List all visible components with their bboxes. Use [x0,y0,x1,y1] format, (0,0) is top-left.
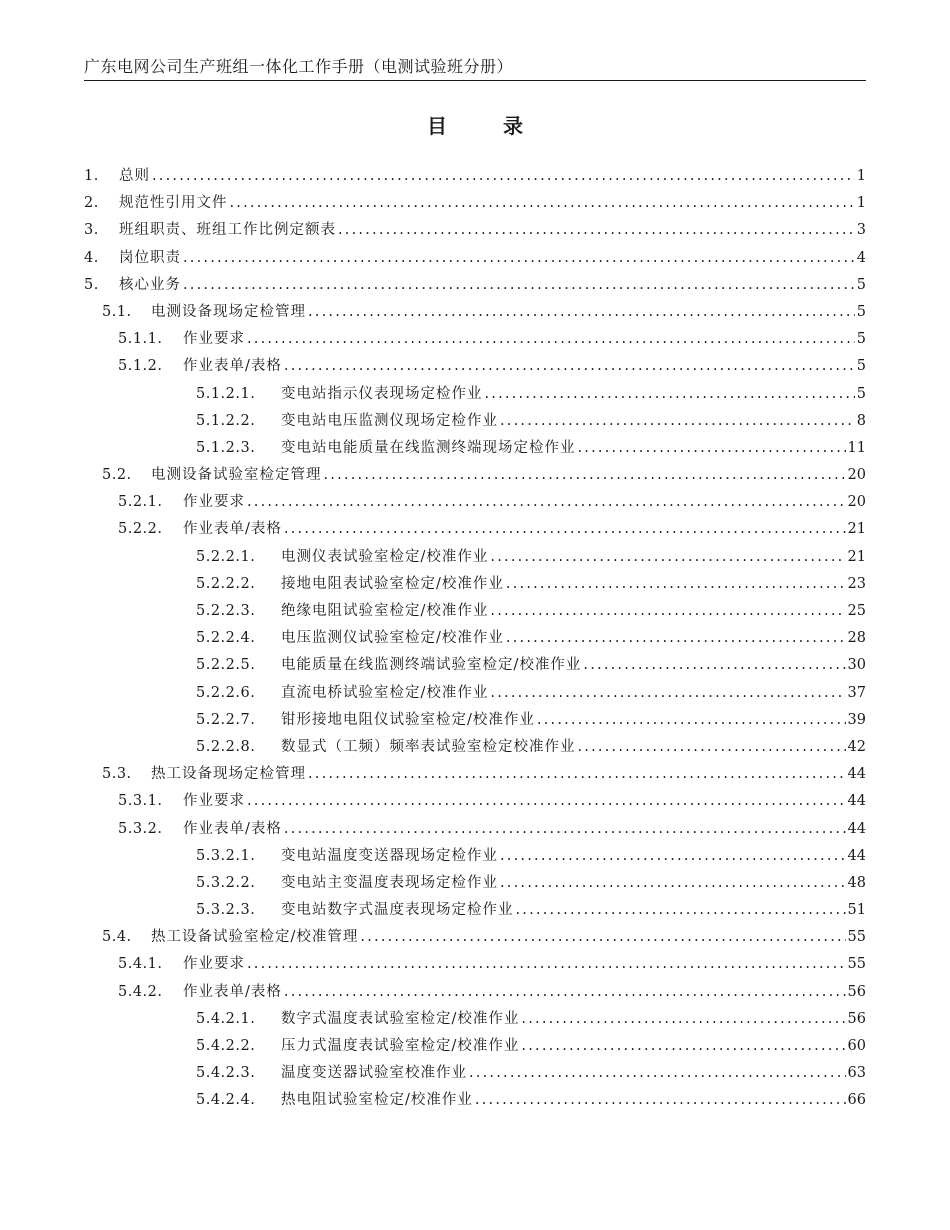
toc-dot-leader [360,924,845,951]
toc-entry-title: 总则 [119,168,150,184]
toc-entry[interactable] [84,951,866,978]
toc-entry-page: 56 [847,983,866,1000]
toc-entry-number: 5.2.2.7. [196,711,256,728]
toc-entry-number: 5.4.2.4. [196,1092,256,1109]
toc-entry-number: 5.3.2.1. [196,847,256,864]
toc-entry-number: 5.3. [102,766,132,783]
toc-dot-leader [183,272,855,299]
toc-entry-title: 作业表单/表格 [183,521,282,538]
toc-entry-page: 44 [847,847,866,864]
toc-dot-leader [247,951,846,978]
page-header: 广东电网公司生产班组一体化工作手册（电测试验班分册） [84,56,866,81]
toc-entry[interactable] [84,1060,866,1087]
toc-dot-leader [506,625,846,652]
toc-entry-page: 20 [847,494,866,511]
toc-dot-leader [308,761,846,788]
toc-entry[interactable] [84,353,866,380]
toc-entry-title: 变电站主变温度表现场定检作业 [281,874,498,891]
toc-entry[interactable] [84,816,866,843]
toc-entry-title: 作业要求 [183,793,245,810]
toc-entry-title: 规范性引用文件 [119,195,228,212]
toc-entry-title: 作业要求 [183,494,245,511]
toc-entry-page: 42 [847,738,866,755]
toc-entry[interactable] [84,788,866,815]
toc-dot-leader [500,408,855,435]
toc-entry-number: 5.3.2. [118,820,163,837]
toc-entry-title: 电测设备现场定检管理 [151,303,306,320]
toc-entry-number: 5. [84,276,99,293]
toc-entry-page: 63 [847,1065,866,1082]
toc-entry-page: 39 [847,711,866,728]
toc-entry-number: 5.3.2.3. [196,902,256,919]
toc-dot-leader [537,707,846,734]
toc-entry-number: 5.2.2.6. [196,684,256,701]
toc-dot-leader [506,571,846,598]
toc-dot-leader [521,1033,845,1060]
toc-entry-page: 5 [856,358,866,375]
toc-dot-leader [578,435,846,462]
toc-entry-title: 变电站电压监测仪现场定检作业 [281,412,498,429]
toc-entry[interactable] [84,870,866,897]
toc-entry-title: 作业表单/表格 [183,358,282,375]
toc-entry-number: 5.3.2.2. [196,874,256,891]
toc-entry-number: 5.2. [102,467,132,484]
toc-entry[interactable] [84,761,866,788]
toc-entry-title: 热工设备试验室检定/校准管理 [151,929,359,946]
toc-entry-number: 5.1.2.3. [196,439,256,456]
toc-entry[interactable] [84,544,866,571]
toc-entry[interactable] [84,435,866,462]
toc-dot-leader [152,163,855,190]
toc-entry-page: 56 [847,1010,866,1027]
toc-entry-title: 变电站数字式温度表现场定检作业 [281,902,514,919]
toc-entry[interactable] [84,190,866,217]
toc-entry-number: 5.2.2.3. [196,603,256,619]
toc-entry[interactable] [84,299,866,326]
toc-entry-number: 5.1.2.1. [196,385,256,402]
toc-entry-page: 44 [847,793,866,810]
toc-entry-title: 作业表单/表格 [183,983,282,1000]
toc-entry-number: 5.4.2.3. [196,1065,256,1082]
toc-dot-leader [469,1060,846,1087]
toc-dot-leader [308,299,855,326]
table-of-contents [84,163,866,1115]
toc-entry[interactable] [84,489,866,516]
toc-entry-number: 5.2.2.2. [196,575,256,592]
toc-entry-number: 5.4.2.1. [196,1010,256,1027]
toc-entry-page: 55 [847,956,866,973]
toc-entry-number: 5.2.2.1. [196,548,256,565]
toc-entry[interactable] [84,598,866,625]
toc-entry-number: 5.1.2. [118,358,163,375]
toc-entry-number: 5.1.2.2. [196,412,256,429]
toc-entry-title: 直流电桥试验室检定/校准作业 [281,684,489,701]
toc-entry-page: 21 [847,548,866,565]
toc-entry[interactable] [84,652,866,679]
toc-entry[interactable] [84,924,866,951]
toc-dot-leader [284,353,855,380]
toc-entry-number: 3. [84,222,99,239]
toc-entry-number: 5.2.1. [118,494,163,511]
toc-entry-page: 11 [847,439,866,456]
toc-entry-page: 1 [856,168,866,184]
toc-dot-leader [578,734,846,761]
toc-entry-page: 51 [847,902,866,919]
toc-entry-page: 66 [847,1092,866,1109]
toc-entry[interactable] [84,1033,866,1060]
toc-entry-page: 48 [847,874,866,891]
toc-entry[interactable] [84,245,866,272]
toc-dot-leader [247,489,846,516]
toc-entry-page: 28 [847,630,866,647]
toc-entry-number: 5.2.2.8. [196,738,256,755]
toc-dot-leader [500,870,846,897]
toc-entry-page: 23 [847,575,866,592]
toc-dot-leader [516,897,846,924]
toc-dot-leader [284,979,846,1006]
toc-dot-leader [324,462,846,489]
toc-entry-title: 数字式温度表试验室检定/校准作业 [281,1010,520,1027]
toc-entry-page: 5 [856,385,866,402]
toc-entry-title: 温度变送器试验室校准作业 [281,1065,467,1082]
toc-entry-title: 热电阻试验室检定/校准作业 [281,1092,473,1109]
toc-dot-leader [490,680,845,707]
toc-dot-leader [583,652,845,679]
toc-entry-title: 变电站指示仪表现场定检作业 [281,385,483,402]
toc-entry-number: 5.3.1. [118,793,163,810]
toc-entry[interactable] [84,1006,866,1033]
toc-dot-leader [247,788,846,815]
toc-entry-title: 核心业务 [119,276,181,293]
toc-dot-leader [183,245,855,272]
toc-entry[interactable] [84,408,866,435]
toc-entry-title: 作业要求 [183,956,245,973]
toc-entry-page: 44 [847,766,866,783]
toc-entry-title: 接地电阻表试验室检定/校准作业 [281,575,504,592]
toc-entry-page: 1 [856,195,866,212]
toc-entry-title: 电测仪表试验室检定/校准作业 [281,548,489,565]
toc-entry-page: 55 [847,929,866,946]
toc-entry[interactable] [84,843,866,870]
toc-entry-page: 5 [856,331,866,348]
toc-entry-title: 热工设备现场定检管理 [151,766,306,783]
toc-entry[interactable] [84,707,866,734]
toc-entry[interactable] [84,979,866,1006]
toc-dot-leader [247,326,855,353]
toc-dot-leader [230,190,855,217]
toc-entry-page: 30 [847,657,866,674]
toc-entry-page: 5 [856,303,866,320]
toc-dot-leader [284,816,846,843]
toc-entry-number: 5.4.1. [118,956,163,973]
toc-entry-title: 电压监测仪试验室检定/校准作业 [281,630,504,647]
toc-entry-page: 37 [847,684,866,701]
toc-entry-number: 5.1. [102,303,132,320]
toc-entry-number: 5.4.2.2. [196,1038,256,1054]
toc-entry-page: 3 [856,222,866,239]
toc-entry-number: 5.4. [102,929,132,946]
toc-entry-number: 5.2.2.5. [196,657,256,674]
toc-entry[interactable] [84,326,866,353]
toc-entry[interactable] [84,163,866,190]
toc-entry[interactable] [84,516,866,543]
toc-dot-leader [490,598,845,625]
toc-entry-title: 作业表单/表格 [183,820,282,837]
toc-entry-title: 班组职责、班组工作比例定额表 [119,222,336,239]
toc-entry[interactable] [84,680,866,707]
toc-entry-title: 电测设备试验室检定管理 [151,467,322,484]
toc-entry[interactable] [84,571,866,598]
toc-entry-title: 钳形接地电阻仪试验室检定/校准作业 [281,711,535,728]
toc-entry-page: 8 [856,412,866,429]
toc-entry-number: 5.4.2. [118,983,163,1000]
toc-entry-title: 变电站电能质量在线监测终端现场定检作业 [281,439,576,456]
toc-entry-page: 5 [856,276,866,293]
toc-dot-leader [500,843,846,870]
toc-entry-page: 60 [847,1038,866,1054]
toc-entry-title: 压力式温度表试验室检定/校准作业 [281,1038,520,1054]
toc-entry-number: 5.1.1. [118,331,163,348]
toc-entry-number: 2. [84,195,99,212]
toc-entry-title: 绝缘电阻试验室检定/校准作业 [281,603,489,619]
toc-entry-number: 1. [84,168,99,184]
toc-entry[interactable] [84,272,866,299]
toc-entry[interactable] [84,897,866,924]
toc-entry[interactable] [84,734,866,761]
toc-entry-number: 5.2.2.4. [196,630,256,647]
toc-dot-leader [485,381,855,408]
toc-entry[interactable] [84,625,866,652]
toc-entry-number: 5.2.2. [118,521,163,538]
toc-entry[interactable] [84,1087,866,1114]
toc-entry-page: 4 [856,249,866,266]
toc-dot-leader [284,516,846,543]
toc-entry[interactable] [84,462,866,489]
toc-entry-number: 4. [84,249,99,266]
toc-dot-leader [475,1087,846,1114]
toc-entry-title: 岗位职责 [119,249,181,266]
toc-entry-title: 作业要求 [183,331,245,348]
toc-dot-leader [490,544,845,571]
toc-dot-leader [521,1006,845,1033]
toc-entry-title: 电能质量在线监测终端试验室检定/校准作业 [281,657,582,674]
toc-entry-page: 20 [847,467,866,484]
toc-entry[interactable] [84,381,866,408]
toc-entry-page: 21 [847,521,866,538]
toc-entry-page: 44 [847,820,866,837]
toc-entry[interactable] [84,217,866,244]
toc-entry-title: 数显式（工频）频率表试验室检定校准作业 [281,738,576,755]
page-title: 目 录 [427,114,541,138]
toc-entry-title: 变电站温度变送器现场定检作业 [281,847,498,864]
toc-dot-leader [338,217,855,244]
toc-entry-page: 25 [847,603,866,619]
